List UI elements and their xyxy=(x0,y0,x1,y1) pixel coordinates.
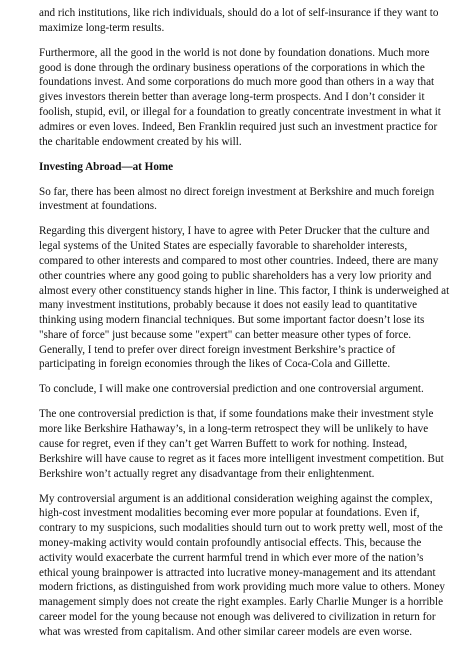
paragraph-controversial-argument: My controversial argument is an additional consideration weighing against the complex, high-cost investment modalities becoming ever more popular at foundations. Even if, contrary to my suspicions, such modalities should turn out to work pretty well, most of the money-making activity would contain profoundly antisocial effects. This, because the activity would exacerbate the current harmful trend in which ever more of the nation’s ethical young brainpower is attracted into lucrative money-management and its attendant modern frictions, as distinguished from work providing much more value to others. Money management simply does not create the right examples. Early Charlie Munger is a horrible career model for the young because not enough was delivered to civilization in return for what was wrested from capitalism. And other similar career models are even worse. xyxy=(39,492,445,638)
paragraph-conclusion-intro: To conclude, I will make one controversial prediction and one controversial argument. xyxy=(39,383,424,396)
section-heading-investing-abroad: Investing Abroad—at Home xyxy=(39,160,174,173)
paragraph-controversial-prediction: The one controversial prediction is that, if some foundations make their investment style more like Berkshire Hathaway’s, in a long-term retrospect they will be unlikely to have cause for regret, even if they can’t get Warren Buffett to work for nothing. Instead, Berkshire will have cause to regret as it faces more intelligent investment competition. But Berkshire won’t actually regret any disadvantage from their enlightenment. xyxy=(39,408,444,480)
paragraph-self-insurance: and rich institutions, like rich individuals, should do a lot of self-insurance if they want to maximize long-term results. xyxy=(39,7,439,34)
paragraph-foundation-donations: Furthermore, all the good in the world is not done by foundation donations. Much more good is done through the ordinary business operations of the corporations in which the foundations invest. And some corporations do much more good than others in a way that gives investors therein better than average long-term prospects. And I don’t consider it foolish, stupid, evil, or illegal for a foundation to greatly concentrate investment in what it admires or even loves. Indeed, Ben Franklin required just such an investment practice for the charitable endowment created by his will. xyxy=(39,46,441,148)
paragraph-foreign-investment: So far, there has been almost no direct foreign investment at Berkshire and much foreign investment at foundations. xyxy=(39,185,435,213)
paragraph-divergent-history: Regarding this divergent history, I have to agree with Peter Drucker that the culture and legal systems of the United States are especially favorable to shareholder interests, compared to other interests and compared to most other countries. Indeed, there are many other countries where any good going to public shareholders has a very low priority and almost every other constituency stands higher in line. This factor, I think is underweighed at many investment institutions, probably because it does not easily lead to quantitative thinking using modern financial techniques. But some important factor doesn’t lose its "share of force" just because some "expert" can better measure other types of force. Generally, I tend to prefer over direct foreign investment Berkshire’s practice of participating in foreign economies through the likes of Coca-Cola and Gillette. xyxy=(39,225,450,371)
document-page xyxy=(39,6,453,650)
